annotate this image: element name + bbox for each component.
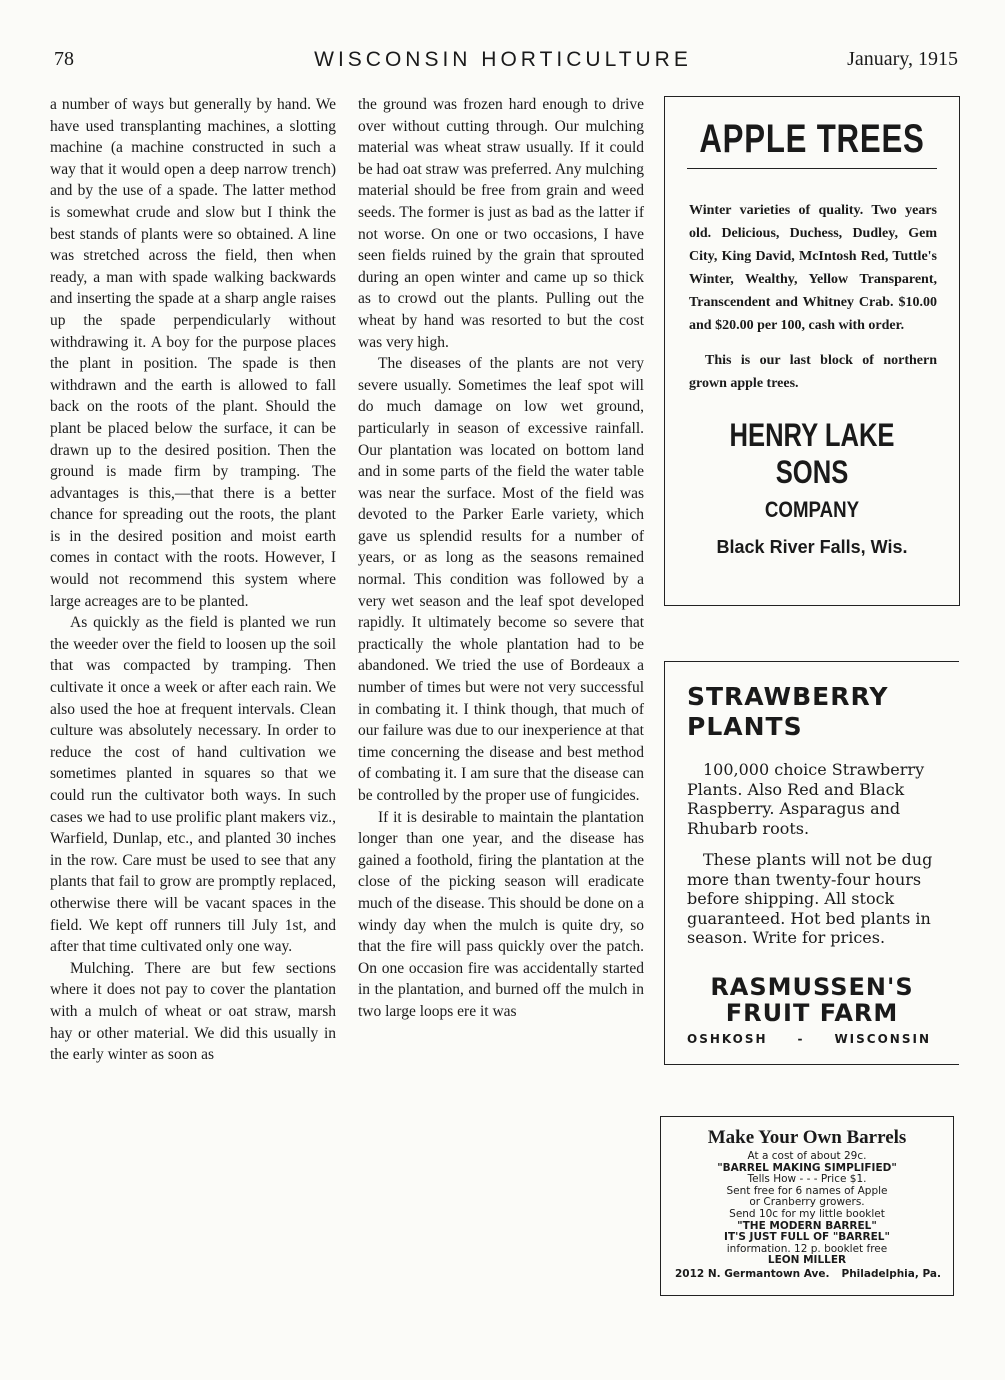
advertiser [665, 974, 959, 1026]
ad-line: or Cranberry growers. [749, 1196, 865, 1209]
ad-body [661, 1151, 953, 1267]
paragraph: a number of ways but generally by hand. We have used transplanting machines, a slotting machine (a machine constructed in such a way that it would open a deep narrow trench) and by the use of a spade. The latter method is somewhat crude and slow but I think the best stands of plants were so obtained. A line was stretched across the field, then when ready, a man with spade walking backwards and inserting the spade at a sharp angle raises up the spade perpendicularly without withdrawing it. A boy for the purpose places the plant in position. The spade is then withdrawn and the earth is allowed to fall back on the roots of the plant. Should the plant be placed below the surface, it can be drawn up to the desired position. Then the ground is made firm by tramping. The advantages is this,—that there is a better chance for spreading out the roots, the plant is in the desired position and moist earth comes in contact with the roots. However, I would not recommend this system where large acreages are to be planted. [50, 96, 336, 610]
article-column-1 [50, 94, 336, 1066]
company-location: Black River Falls, Wis. [716, 537, 908, 557]
ad-line: Tells How - - - Price $1. [747, 1173, 867, 1186]
city: OSHKOSH [687, 1031, 768, 1046]
paragraph: As quickly as the field is planted we run the weeder over the field to loosen up the soil that was compacted by tramping. Then cultivate it once a week or after each rain. We also used the hoe at frequent intervals. Clean culture was absolutely necessary. In order to reduce the cost of hand cultivation we sometimes planted in squares so that we could run the cultivator both ways. In such cases we had to use prolific plant makers viz., Warfield, Dunlap, etc., and planted 30 inches in the row. Care must be used to see that any plants that fail to grow are promptly replaced, otherwise there will be vacant spaces in the field. We kept off runners till July 1st, and after that time cultivated only one way. [50, 614, 336, 956]
page-number: 78 [54, 48, 74, 70]
page-header [48, 44, 958, 78]
ad-note: This is our last block of northern grown apple trees. [689, 353, 937, 391]
barrels-ad [660, 1116, 954, 1296]
farm-name: RASMUSSEN'S [710, 972, 914, 1001]
farm-name-line2: FRUIT FARM [725, 998, 899, 1027]
separator: - [797, 1031, 805, 1046]
ad-paragraph: These plants will not be dug more than twenty-four hours before shipping. All stock guaranteed. Hot bed plants in season. Write for prices. [687, 850, 933, 947]
ad-line: Sent free for 6 names of Apple [726, 1184, 888, 1197]
ad-body [665, 742, 959, 948]
ad-line: IT'S JUST FULL OF "BARREL" [724, 1231, 890, 1244]
apple-trees-ad [664, 96, 960, 606]
journal-title: WISCONSIN HORTICULTURE [314, 48, 692, 71]
issue-date: January, 1915 [847, 48, 958, 70]
ad-line: information. 12 p. booklet free [726, 1242, 888, 1255]
advertiser [665, 417, 959, 558]
ad-line: Send 10c for my little booklet [729, 1207, 885, 1220]
ad-headline: APPLE TREES [699, 117, 925, 161]
paragraph: If it is desirable to maintain the plantation longer than one year, and the disease has gained a foothold, firing the plantation at the close of the picking season will eradicate much of the disease. This should be done on a windy day when the mulch is quite dry, so that the fire will pass quickly over the patch. On one occasion fire was accidentally started in the plantation, and burned off the mulch in two large loops ere it was [358, 808, 644, 1020]
ad-line: "THE MODERN BARREL" [737, 1219, 877, 1232]
strawberry-plants-ad [664, 661, 959, 1065]
ad-body [665, 169, 959, 395]
company-name: HENRY LAKE SONS [729, 417, 895, 490]
advertiser-name: LEON MILLER [767, 1254, 847, 1267]
paragraph: Mulching. There are but few sections where it does not pay to cover the plantation with a mulch of wheat or oat straw, marsh hay or other material. We did this usually in the early winter as soon as [50, 959, 336, 1064]
paragraph: the ground was frozen hard enough to drive over without cutting through. Our mulching material was wheat straw usually. If it could be had oat straw was preferred. Any mulching material should be free from grain and weed seeds. The former is just as bad as the latter if not worse. On one or two occasions, I have seen fields ruined by the grain that sprouted during an open winter and came up so thick as to crowd out the plants. Pulling out the wheat by hand was resorted to but the cost was very high. [358, 96, 644, 351]
ad-headline-line: STRAWBERRY [687, 682, 889, 711]
ad-line: At a cost of about 29c. [747, 1150, 867, 1162]
paragraph: The diseases of the plants are not very severe usually. Sometimes the leaf spot will do much damage on low wet ground, particularly in season of excessive rainfall. Our plantation was located on bottom land and in some parts of the field the water table was near the surface. Most of the field was devoted to the Parker Earle variety, which gave us splendid results for a number of years, or as long as the seasons remained normal. This condition was followed by a very wet season and the leaf spot developed rapidly. It ultimately become so severe that practically the whole plantation had to be abandoned. We tried the use of Bordeaux a number of times but were not very successful in combating it. I think though, that much of our failure was due to our inexperience at that time concerning the disease and best method of combating it. I am sure that the disease can be controlled by the proper use of fungicides. [358, 355, 644, 804]
ad-paragraph: 100,000 choice Strawberry Plants. Also Red and Black Raspberry. Asparagus and Rhubarb roots. [687, 760, 925, 838]
ad-headline [665, 662, 959, 742]
ad-description: Winter varieties of quality. Two years old. Delicious, Duchess, Dudley, Gem City, King David, McIntosh Red, Tuttle's Winter, Wealthy, Yellow Transparent, Transcendent and Whitney Crab. $10.00 and $20.00 per 100, cash with order. [689, 203, 937, 333]
farm-location [665, 1026, 959, 1046]
company-suffix: COMPANY [764, 497, 860, 522]
article-column-2 [358, 94, 644, 1023]
advertiser-address [661, 1267, 953, 1280]
street: 2012 N. Germantown Ave. [675, 1267, 830, 1280]
ad-headline: Make Your Own Barrels [707, 1127, 907, 1148]
city: Philadelphia, Pa. [841, 1267, 941, 1280]
ad-headline-line: PLANTS [687, 712, 803, 741]
ad-line: "BARREL MAKING SIMPLIFIED" [717, 1161, 897, 1174]
state: WISCONSIN [834, 1031, 931, 1046]
